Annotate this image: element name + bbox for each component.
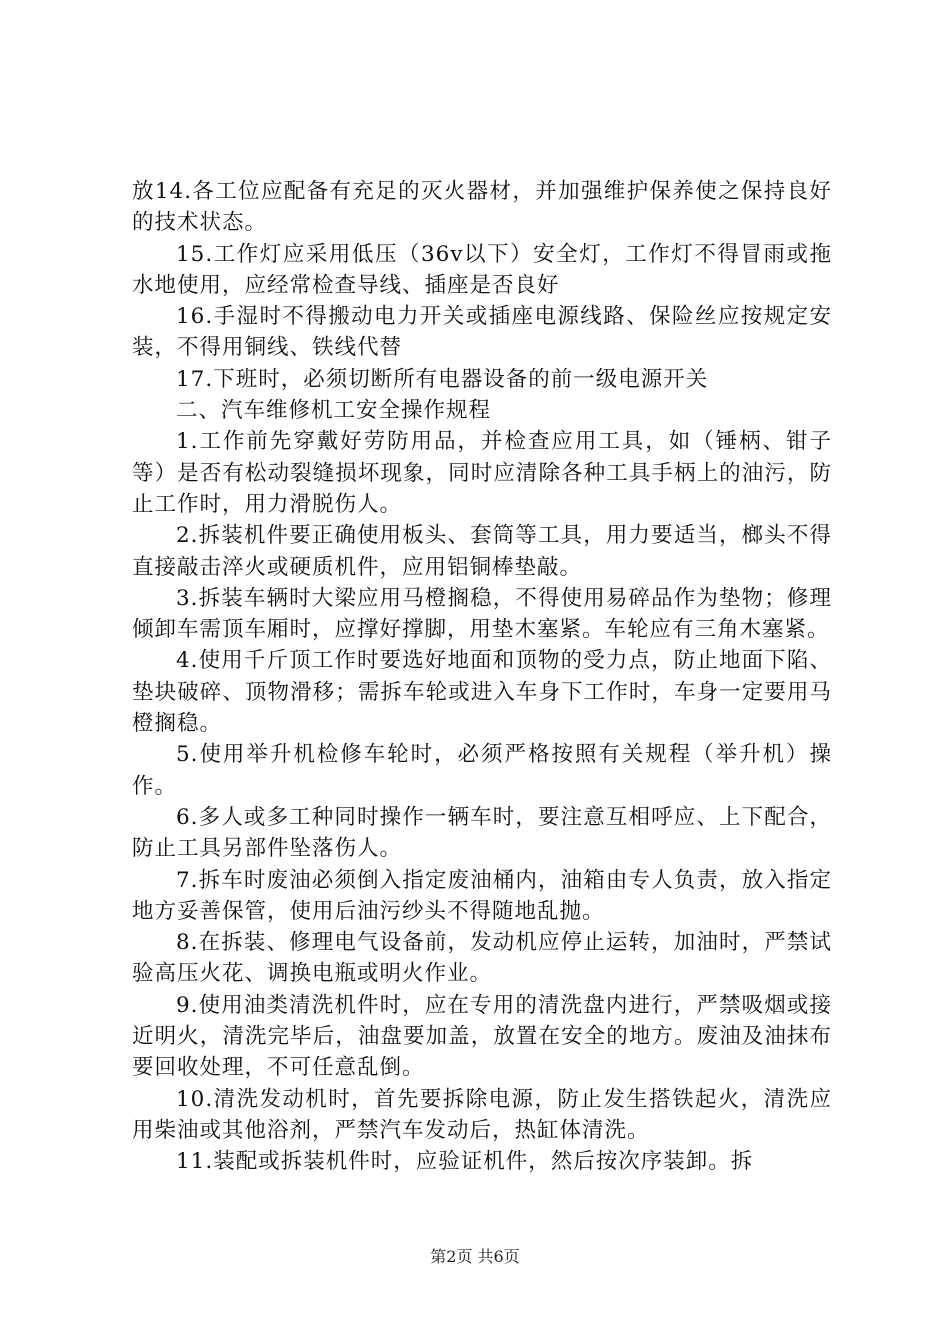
- paragraph: 2.拆装机件要正确使用板头、套筒等工具，用力要适当，榔头不得直接敲击淬火或硬质机件，应用铝铜棒垫敲。: [132, 523, 832, 580]
- paragraph: 10.清洗发动机时，首先要拆除电源，防止发生搭铁起火，清洗应用柴油或其他浴剂，严禁汽车发动后，热缸体清洗。: [132, 1086, 832, 1143]
- paragraph: 15.工作灯应采用低压（36v以下）安全灯，工作灯不得冒雨或拖水地使用，应经常检查导线、插座是否良好: [132, 241, 832, 298]
- section-heading: 二、汽车维修机工安全操作规程: [176, 398, 492, 424]
- paragraph: 6.多人或多工种同时操作一辆车时，要注意互相呼应、上下配合，防止工具另部件坠落伤人。: [132, 804, 832, 862]
- paragraph: 4.使用千斤顶工作时要选好地面和顶物的受力点，防止地面下陷、垫块破碎、顶物滑移；需拆车轮或进入车身下工作时，车身一定要用马橙搁稳。: [132, 648, 832, 737]
- paragraph: 17.下班时，必须切断所有电器设备的前一级电源开关: [176, 366, 709, 392]
- paragraph: 8.在拆装、修理电气设备前，发动机应停止运转，加油时，严禁试验高压火花、调换电瓶或明火作业。: [132, 930, 832, 987]
- document-body: [132, 176, 832, 1178]
- paragraph: 5.使用举升机检修车轮时，必须严格按照有关规程（举升机）操作。: [132, 742, 832, 799]
- paragraph: 11.装配或拆装机件时，应验证机件，然后按次序装卸。拆: [176, 1149, 754, 1175]
- page-footer: 第2页 共6页: [430, 1247, 520, 1266]
- paragraph: 放14.各工位应配备有充足的灭火器材，并加强维护保养使之保持良好的技术状态。: [132, 179, 832, 236]
- paragraph: 1.工作前先穿戴好劳防用品，并检查应用工具，如（锤柄、钳子等）是否有松动裂缝损坏现象，同时应清除各种工具手柄上的油污，防止工作时，用力滑脱伤人。: [132, 429, 832, 517]
- paragraph: 16.手湿时不得搬动电力开关或插座电源线路、保险丝应按规定安装，不得用铜线、铁线代替: [132, 304, 832, 361]
- paragraph: 9.使用油类清洗机件时，应在专用的清洗盘内进行，严禁吸烟或接近明火，清洗完毕后，油盘要加盖，放置在安全的地方。废油及油抹布要回收处理，不可任意乱倒。: [132, 992, 832, 1081]
- paragraph: 3.拆装车辆时大梁应用马橙搁稳，不得使用易碎品作为垫物；修理倾卸车需顶车厢时，应撑好撑脚，用垫木塞紧。车轮应有三角木塞紧。: [132, 585, 832, 643]
- paragraph: 7.拆车时废油必须倒入指定废油桶内，油箱由专人负责，放入指定地方妥善保管，使用后油污纱头不得随地乱抛。: [132, 867, 832, 924]
